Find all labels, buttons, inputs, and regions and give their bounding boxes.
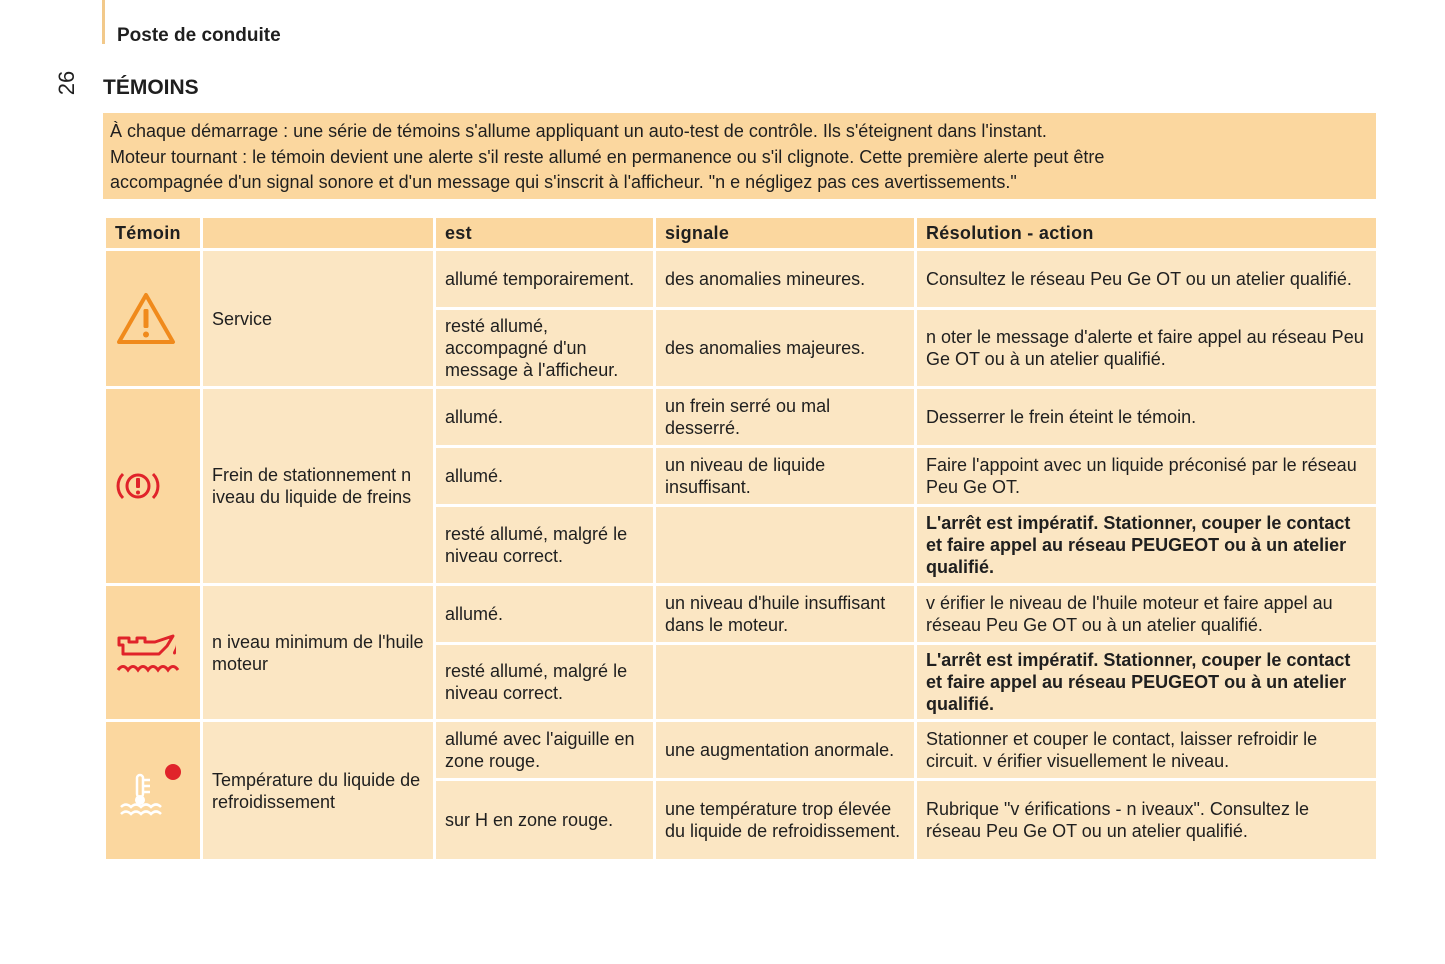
cell-signale: un niveau d'huile insuffisant dans le moteur. <box>655 585 916 644</box>
cell-action: L'arrêt est impératif. Stationner, couper le contact et faire appel au réseau PEUGEOT ou à un atelier qualifié. <box>916 506 1378 585</box>
column-header-signale: signale <box>655 217 916 250</box>
icon-cell <box>105 585 202 721</box>
intro-line: Moteur tournant : le témoin devient une alerte s'il reste allumé en permanence ou s'il clignote. Cette première alerte peut être <box>110 146 1105 167</box>
cell-est: allumé temporairement. <box>435 250 655 309</box>
cell-action: L'arrêt est impératif. Stationner, couper le contact et faire appel au réseau PEUGEOT ou à un atelier qualifié. <box>916 644 1378 721</box>
intro-line: À chaque démarrage : une série de témoins s'allume appliquant un auto-test de contrôle. Ils s'éteignent dans l'instant. <box>110 121 1047 141</box>
cell-est: allumé. <box>435 447 655 506</box>
warning-label: Température du liquide de refroidissement <box>202 721 435 861</box>
warning-triangle-icon <box>115 291 177 347</box>
column-header-label <box>202 217 435 250</box>
cell-signale: un frein serré ou mal desserré. <box>655 388 916 447</box>
cell-signale: des anomalies majeures. <box>655 309 916 388</box>
warning-label: Service <box>202 250 435 388</box>
table-header-row <box>105 217 1378 250</box>
intro-line: accompagnée d'un signal sonore et d'un message qui s'inscrit à l'afficheur. "n e négligez pas ces avertissements." <box>110 172 1017 192</box>
oil-can-icon <box>115 630 183 676</box>
table-row <box>105 585 1378 644</box>
cell-action: v érifier le niveau de l'huile moteur et faire appel au réseau Peu Ge OT ou à un atelier qualifié. <box>916 585 1378 644</box>
icon-cell <box>105 250 202 388</box>
cell-est: allumé avec l'aiguille en zone rouge. <box>435 721 655 780</box>
brake-warning-icon <box>115 468 161 504</box>
cell-signale <box>655 644 916 721</box>
column-header-action: Résolution - action <box>916 217 1378 250</box>
cell-action: Rubrique "v érifications - n iveaux". Consultez le réseau Peu Ge OT ou un atelier qualifié. <box>916 780 1378 861</box>
coolant-temperature-icon <box>115 763 187 819</box>
cell-signale: des anomalies mineures. <box>655 250 916 309</box>
warning-label: Frein de stationnement n iveau du liquide de freins <box>202 388 435 585</box>
header-rule <box>102 0 105 44</box>
column-header-temoin: Témoin <box>105 217 202 250</box>
icon-cell <box>105 721 202 861</box>
cell-est: allumé. <box>435 585 655 644</box>
cell-action: Faire l'appoint avec un liquide préconisé par le réseau Peu Ge OT. <box>916 447 1378 506</box>
table-row <box>105 721 1378 780</box>
cell-est: resté allumé, malgré le niveau correct. <box>435 506 655 585</box>
cell-signale <box>655 506 916 585</box>
cell-action: n oter le message d'alerte et faire appel au réseau Peu Ge OT ou à un atelier qualifié. <box>916 309 1378 388</box>
cell-est: resté allumé, malgré le niveau correct. <box>435 644 655 721</box>
cell-signale: une température trop élevée du liquide de refroidissement. <box>655 780 916 861</box>
section-title: Poste de conduite <box>117 25 281 46</box>
intro-box <box>103 113 1376 199</box>
page-number: 26 <box>54 70 79 96</box>
warning-label: n iveau minimum de l'huile moteur <box>202 585 435 721</box>
column-header-est: est <box>435 217 655 250</box>
cell-signale: un niveau de liquide insuffisant. <box>655 447 916 506</box>
table-row <box>105 388 1378 447</box>
cell-est: sur H en zone rouge. <box>435 780 655 861</box>
warning-lights-table <box>103 215 1379 862</box>
cell-action: Stationner et couper le contact, laisser refroidir le circuit. v érifier visuellement le niveau. <box>916 721 1378 780</box>
cell-action: Desserrer le frein éteint le témoin. <box>916 388 1378 447</box>
cell-est: allumé. <box>435 388 655 447</box>
table-row <box>105 250 1378 309</box>
cell-est: resté allumé, accompagné d'un message à l'afficheur. <box>435 309 655 388</box>
cell-signale: une augmentation anormale. <box>655 721 916 780</box>
page-heading: TÉMOINS <box>103 76 199 99</box>
icon-cell <box>105 388 202 585</box>
cell-action: Consultez le réseau Peu Ge OT ou un atelier qualifié. <box>916 250 1378 309</box>
